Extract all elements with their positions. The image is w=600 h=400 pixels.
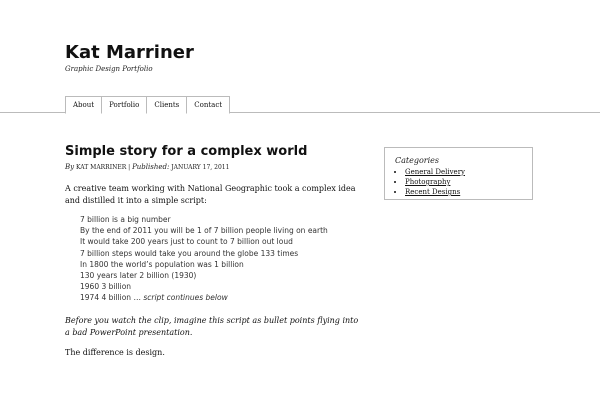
post-title[interactable]: Simple story for a complex world (65, 144, 308, 159)
category-item (405, 167, 522, 177)
post-intro: A creative team working with National Geographic took a complex idea and distilled it into a simple script: (65, 184, 356, 205)
category-link-general-delivery[interactable]: General Delivery (405, 168, 465, 176)
script-line: 1960 3 billion (80, 282, 132, 292)
site-title[interactable]: Kat Marriner (65, 42, 194, 63)
nav-tab-portfolio[interactable]: Portfolio (101, 96, 147, 114)
meta-date: JANUARY 17, 2011 (171, 164, 230, 171)
nav-tab-about[interactable]: About (65, 96, 102, 114)
category-item (405, 187, 522, 197)
meta-separator: | (128, 164, 131, 171)
post-closing: Before you watch the clip, imagine this script as bullet points flying into a bad PowerPoint presentation. (65, 316, 359, 337)
nav-tab-contact[interactable]: Contact (186, 96, 230, 114)
category-link-recent-designs[interactable]: Recent Designs (405, 188, 461, 196)
script-line: 7 billion steps would take you around the globe 133 times (80, 248, 299, 258)
categories-widget (384, 147, 533, 200)
main-nav (65, 96, 229, 113)
post-meta (65, 163, 229, 171)
category-link-photography[interactable]: Photography (405, 178, 451, 186)
script-line: By the end of 2011 you will be 1 of 7 billion people living on earth (80, 226, 328, 236)
category-item (405, 177, 522, 187)
meta-by-label: By (65, 163, 75, 171)
script-last-prefix: 1974 4 billion … (80, 293, 141, 303)
script-line: 130 years later 2 billion (1930) (80, 271, 197, 281)
script-line: In 1800 the world’s population was 1 billion (80, 259, 244, 269)
meta-published-label: Published: (132, 163, 170, 171)
post-final: The difference is design. (65, 348, 165, 357)
script-line: 7 billion is a big number (80, 215, 171, 224)
categories-heading: Categories (395, 156, 439, 165)
meta-author[interactable]: KAT MARRINER (76, 164, 127, 171)
script-line-last (80, 292, 328, 303)
site-tagline: Graphic Design Portfolio (65, 65, 153, 73)
categories-list (395, 167, 522, 197)
script-block (80, 214, 328, 304)
nav-tab-clients[interactable]: Clients (146, 96, 187, 114)
script-line: It would take 200 years just to count to 7 billion out loud (80, 237, 293, 247)
script-continues-note: script continues below (143, 293, 228, 303)
